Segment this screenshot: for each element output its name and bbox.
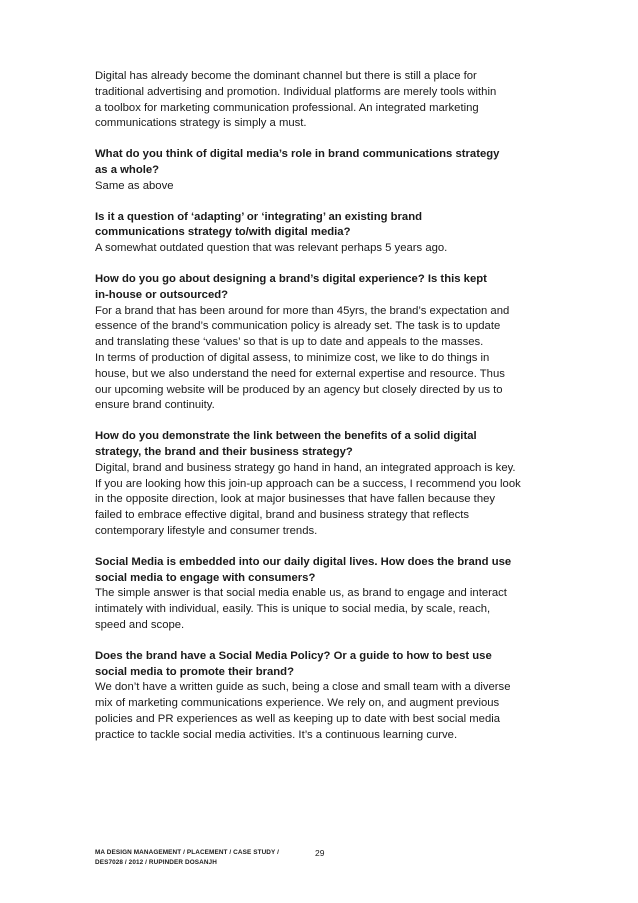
answer [95,241,555,257]
question-line: What do you think of digital media’s role in brand communications strategy [95,148,500,161]
answer-line: The simple answer is that social media enable us, as brand to engage and interact [95,587,507,600]
answer-line: For a brand that has been around for more than 45yrs, the brand’s expectation and [95,304,510,317]
qa-block-digital-experience [95,272,555,414]
answer-line: We don’t have a written guide as such, being a close and small team with a diverse [95,681,511,694]
qa-block-strategy-link [95,429,555,540]
text-line: traditional advertising and promotion. Individual platforms are merely tools within [95,85,497,98]
qa-block-social-media-policy [95,649,555,744]
question-line: social media to engage with consumers? [95,571,316,584]
question-line: as a whole? [95,163,160,176]
question-line: Does the brand have a Social Media Policy? Or a guide to how to best use [95,649,492,662]
footer-line: MA DESIGN MANAGEMENT / PLACEMENT / CASE STUDY / [95,849,280,856]
intro-paragraph [95,69,555,132]
qa-block-digital-media-role [95,147,555,194]
question [95,272,555,304]
text-line: communications strategy is simply a must. [95,117,307,130]
answer [95,304,555,415]
question-line: strategy, the brand and their business strategy? [95,445,353,458]
question [95,210,555,242]
question [95,555,555,587]
answer-line: and translating these ‘values’ so that is up to date and appeals to the masses. [95,336,484,349]
footer-line: DES7028 / 2012 / RUPINDER DOSANJH [95,859,217,866]
answer-line: A somewhat outdated question that was relevant perhaps 5 years ago. [95,242,448,255]
question-line: How do you go about designing a brand’s digital experience? Is this kept [95,272,487,285]
answer-line: essence of the brand’s communication policy is already set. The task is to update [95,320,501,333]
question [95,649,555,681]
answer-line: Digital, brand and business strategy go hand in hand, an integrated approach is key. [95,461,516,474]
document-body [95,69,555,758]
answer [95,586,555,633]
page-number: 29 [315,848,325,858]
answer-line: policies and PR experiences as well as keeping up to date with best social media [95,712,501,725]
answer-line: mix of marketing communications experience. We rely on, and augment previous [95,697,500,710]
question-line: communications strategy to/with digital media? [95,226,351,239]
answer-line: intimately with individual, easily. This is unique to social media, by scale, reach, [95,603,491,616]
answer-line: in the opposite direction, look at major businesses that have fallen because they [95,493,496,506]
text-line: a toolbox for marketing communication professional. An integrated marketing [95,101,479,114]
question-line: How do you demonstrate the link between the benefits of a solid digital [95,430,477,443]
qa-block-social-media-engagement [95,555,555,634]
question-line: social media to promote their brand? [95,665,294,678]
question-line: Is it a question of ‘adapting’ or ‘integrating’ an existing brand [95,210,423,223]
answer-line: Same as above [95,179,174,192]
answer-line: failed to embrace effective digital, brand and business strategy that reflects [95,509,470,522]
question-line: in-house or outsourced? [95,288,229,301]
qa-block-adapting-integrating [95,210,555,257]
answer-line: speed and scope. [95,618,185,631]
text-line: Digital has already become the dominant channel but there is still a place for [95,70,477,82]
answer [95,179,555,195]
answer [95,461,555,540]
question [95,147,555,179]
answer-line: practice to tackle social media activities. It’s a continuous learning curve. [95,728,458,741]
question [95,429,555,461]
answer-line: In terms of production of digital assess, to minimize cost, we like to do things in [95,351,490,364]
page-footer [95,848,279,868]
answer [95,680,555,743]
answer-line: contemporary lifestyle and consumer trends. [95,524,318,537]
answer-line: our upcoming website will be produced by an agency but closely directed by us to [95,383,503,396]
answer-line: ensure brand continuity. [95,399,215,412]
answer-line: house, but we also understand the need for external expertise and resource. Thus [95,367,505,380]
question-line: Social Media is embedded into our daily digital lives. How does the brand use [95,555,512,568]
answer-line: If you are looking how this join-up approach can be a success, I recommend you look [95,477,521,490]
